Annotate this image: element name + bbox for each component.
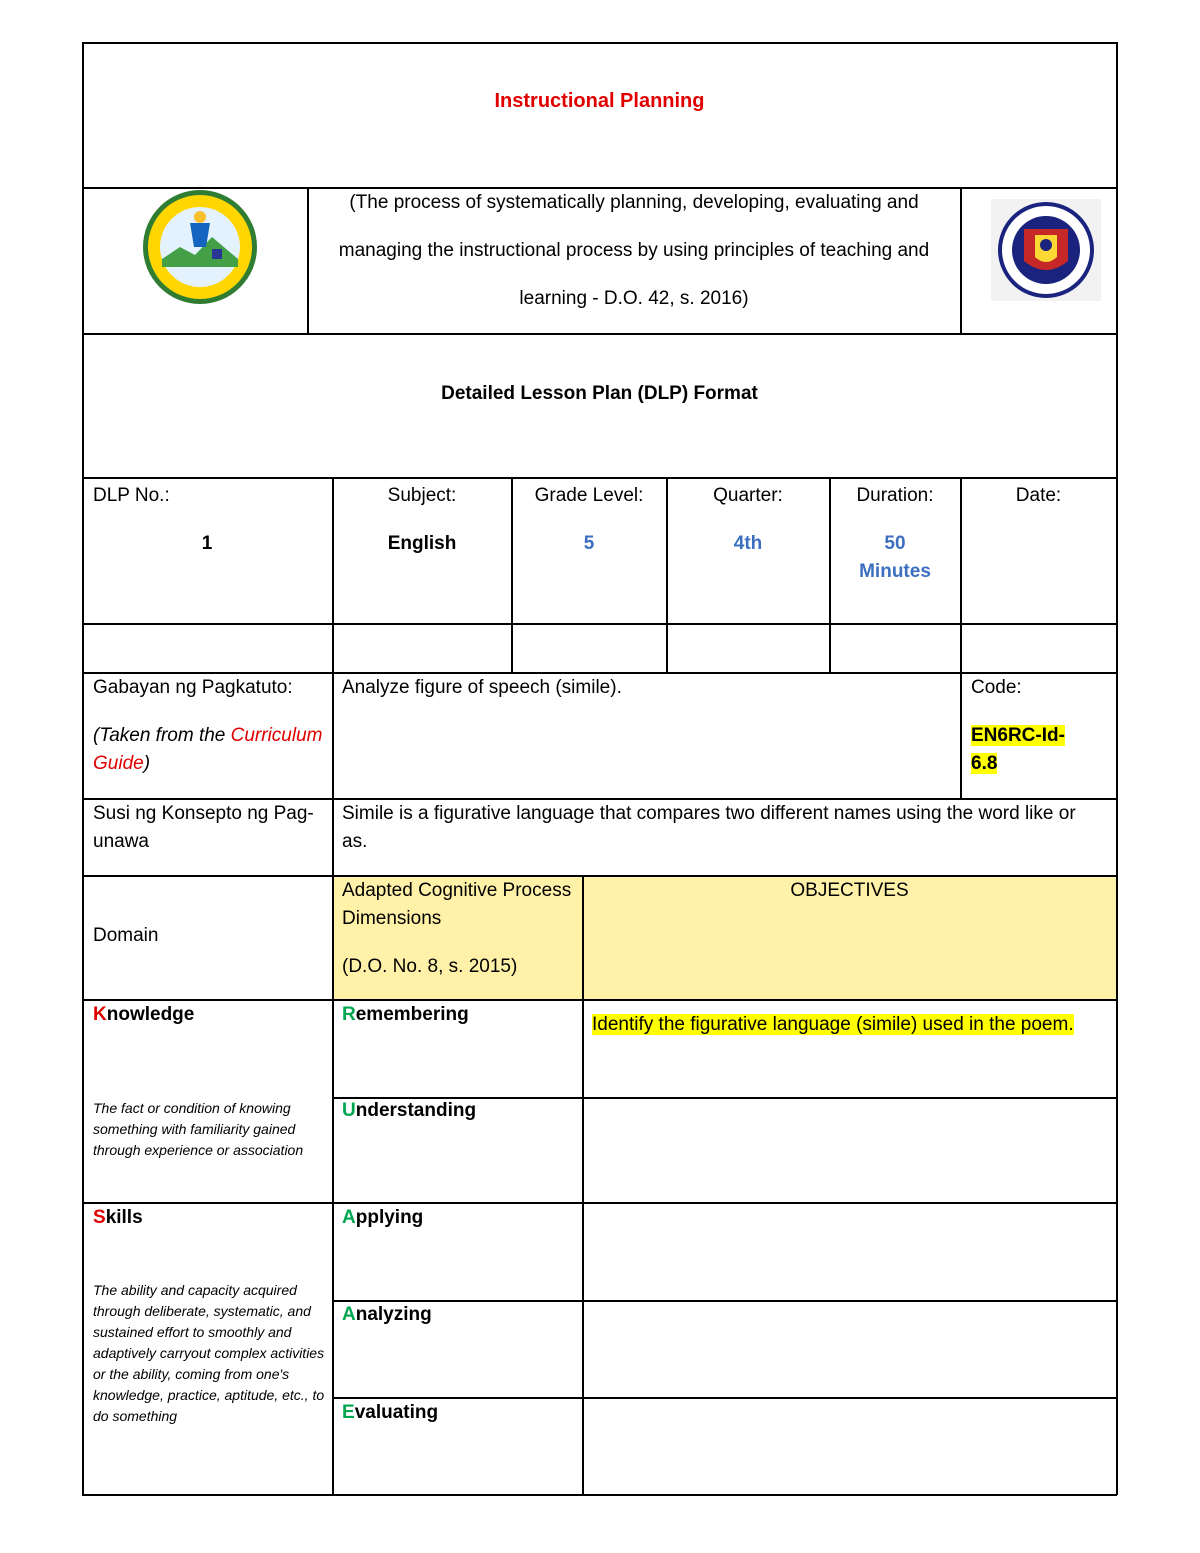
date-field: Date:: [1015, 485, 1062, 506]
quarter-field: Quarter: 4th: [713, 485, 783, 554]
dlp-format-heading: Detailed Lesson Plan (DLP) Format: [441, 383, 758, 404]
process-understanding: Understanding: [342, 1100, 477, 1121]
process-evaluating: Evaluating: [342, 1402, 439, 1423]
deped-national-seal-icon: [991, 199, 1101, 301]
knowledge-definition: The fact or condition of knowing something with familiarity gained through experience or association: [93, 1100, 304, 1158]
objectives-heading: OBJECTIVES: [790, 880, 909, 901]
process-remembering: Remembering: [342, 1004, 469, 1025]
cognitive-process-heading: Adapted Cognitive Process Dimensions (D.O. No. 8, s. 2015): [342, 880, 572, 977]
document-title: Instructional Planning: [494, 90, 705, 112]
skills-domain-label: Skills: [93, 1207, 143, 1228]
knowledge-domain-label: Knowledge: [93, 1004, 195, 1025]
curriculum-guide-source: (Taken from the Curriculum Guide): [93, 725, 323, 774]
instructional-planning-description: (The process of systematically planning, developing, evaluating and managing the instructional process by using principles of teaching and learning - D.O. 42, s. 2016): [338, 192, 930, 309]
dlp-no-field: DLP No.: 1: [93, 485, 213, 554]
objective-remembering: Identify the figurative language (simile) used in the poem.: [592, 1014, 1074, 1035]
competency-code: Code: EN6RC-Id-6.8: [971, 677, 1065, 774]
key-concept-text: Simile is a figurative language that compares two different names using the word like or as.: [342, 803, 1076, 852]
learning-competency: Analyze figure of speech (simile).: [342, 677, 622, 698]
deped-cebu-seal-icon: [140, 187, 260, 307]
skills-definition: The ability and capacity acquired through deliberate, systematic, and sustained effort to smoothly and adaptively carryout complex activities or the ability, coming from one's knowledge, practice, aptitude, etc., to do something: [93, 1282, 325, 1424]
domain-label: Domain: [93, 925, 159, 946]
process-applying: Applying: [342, 1207, 424, 1228]
duration-field: Duration: 50 Minutes: [856, 485, 934, 582]
subject-field: Subject: English: [387, 485, 457, 554]
process-analyzing: Analyzing: [342, 1304, 432, 1325]
key-concept-label: Susi ng Konsepto ng Pag-unawa: [93, 803, 314, 852]
learning-guide-label: Gabayan ng Pagkatuto: (Taken from the Curriculum Guide): [93, 674, 328, 778]
grade-level-field: Grade Level: 5: [534, 485, 644, 554]
lesson-plan-document: [82, 42, 1117, 1495]
